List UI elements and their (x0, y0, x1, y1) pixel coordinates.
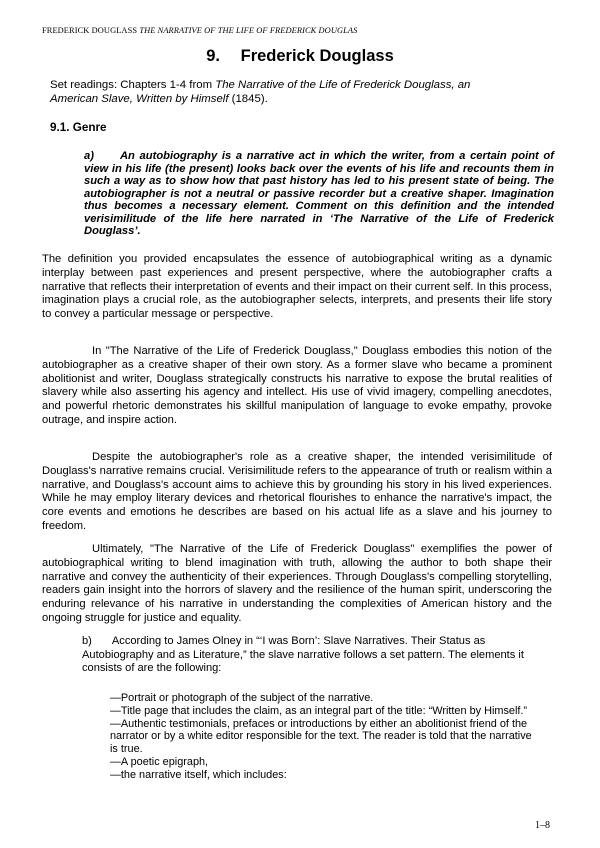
chapter-number: 9. (206, 47, 221, 65)
set-readings-prefix: Set readings: Chapters 1-4 from (50, 79, 216, 91)
chapter-title (0, 47, 600, 66)
set-readings-book-title: The Narrative of the Life of Frederick Douglass, an American Slave, Written by Himself (50, 79, 471, 105)
list-item: —Title page that includes the claim, as an integral part of the title: “Written by Himself.” (110, 704, 528, 717)
answer-paragraph: In "The Narrative of the Life of Frederick Douglass," Douglass embodies this notion of the autobiographer as a creative shaper of their own story. As a former slave who became a prominent abolitionist and writer, Douglass strategically constructs his narrative to expose the brutal realities of slavery while also asserting his agency and intellect. His use of vivid imagery, compelling anecdotes, and powerful rhetoric demonstrates his skillful manipulation of language to evoke empathy, provoke outrage, and inspire action. (42, 345, 552, 426)
answer-paragraph: Despite the autobiographer's role as a creative shaper, the intended verisimilitude of Douglass's narrative remains crucial. Verisimilitude refers to the appearance of truth or realism within a narrative, and Douglass's account aims to achieve this by grounding his story in his lived experiences. While he may employ literary devices and rhetorical flourishes to enhance the narrative's impact, the core events and emotions he describes are based on his actual life as a slave and his journey to freedom. (42, 451, 552, 532)
question-b-text: According to James Olney in “‘I was Born’: Slave Narratives. Their Status as Autobiography and as Literature,” the slave narrative follows a set pattern. The elements it consists of are the following: (82, 635, 524, 674)
list-item: —Authentic testimonials, prefaces or introductions by either an abolitionist friend of the narrator or by a white editor responsible for the text. The reader is told that the narrative is true. (110, 717, 532, 756)
chapter-name: Frederick Douglass (240, 47, 394, 65)
list-item: —the narrative itself, which includes: (110, 768, 287, 781)
header-work-title: THE NARRATIVE OF THE LIFE OF FREDERICK DOUGLAS (139, 26, 358, 35)
answer-paragraph: The definition you provided encapsulates the essence of autobiographical writing as a dynamic interplay between past experiences and present perspective, where the autobiographer crafts a narrative that reflects their interpretation of events and their impact on their current self. In this process, imagination plays a crucial role, as the autobiographer selects, interprets, and presents their life story to convey a particular message or perspective. (42, 253, 552, 321)
set-readings (50, 78, 520, 106)
page-number: 1–8 (535, 820, 550, 831)
list-item: —A poetic epigraph, (110, 755, 209, 768)
header-author: FREDERICK DOUGLASS (42, 26, 138, 35)
list-item: —Portrait or photograph of the subject of the narrative. (110, 692, 374, 704)
question-b (82, 635, 532, 676)
question-b-marker: b) (82, 635, 92, 647)
question-a-text: An autobiography is a narrative act in which the writer, from a certain point of view in his life (the present) looks back over the events of his life and recounts them in such a way as to show how that past history has led to his present state of being. The autobiographer is not a neutral or passive recorder but a creative shaper. Imagination thus becomes a necessary element. Comment on this definition and the intended verisimilitude of the life here narrated in ‘The Narrative of the Life of Frederick Douglass’. (84, 150, 554, 237)
answer-paragraph: Ultimately, "The Narrative of the Life of Frederick Douglass" exemplifies the power of autobiographical writing to blend imagination with truth, allowing the author to both shape their narrative and convey the authenticity of their experiences. Through Douglass's compelling storytelling, readers gain insight into the horrors of slavery and the resilience of the human spirit, underscoring the enduring relevance of his narrative in understanding the complexities of American history and the ongoing struggle for justice and equality. (42, 543, 552, 624)
question-a-marker: a) (84, 150, 94, 162)
narrative-elements-list (110, 692, 540, 782)
set-readings-year: (1845). (228, 93, 268, 105)
question-a (84, 150, 554, 238)
section-heading: 9.1. Genre (50, 121, 107, 134)
running-header (42, 26, 560, 35)
